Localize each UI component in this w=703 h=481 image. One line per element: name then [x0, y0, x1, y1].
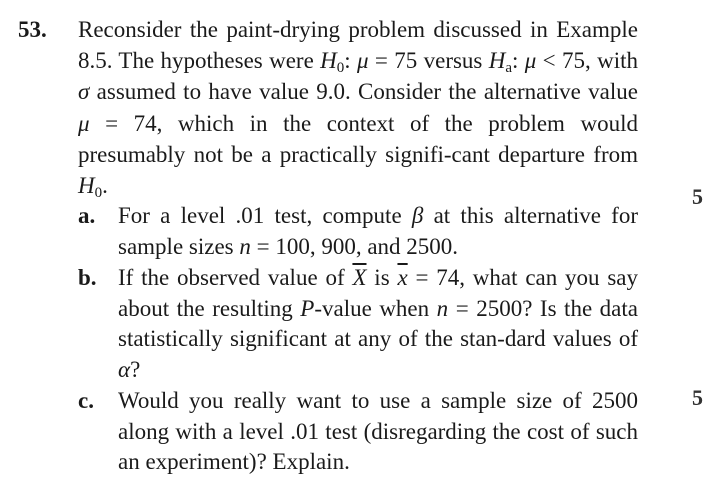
- part-b-text-6: ?: [130, 356, 141, 382]
- part-a-text: [118, 201, 638, 262]
- mu-symbol-1: μ: [357, 48, 369, 74]
- n-symbol-b: n: [436, 295, 449, 321]
- null-hypothesis-symbol: H: [320, 48, 337, 74]
- part-c: [78, 386, 638, 478]
- mu-symbol-2: μ: [524, 48, 537, 74]
- problem-intro: [78, 14, 638, 201]
- intro-text-3: = 75 versus: [368, 48, 489, 74]
- mu-symbol-3: μ: [78, 110, 90, 136]
- part-b-text-2: is: [366, 265, 398, 290]
- part-b-label: b.: [78, 265, 97, 290]
- part-b-text: [118, 263, 638, 385]
- part-b-text-1: If the observed value of: [118, 265, 353, 290]
- n-symbol-a: n: [239, 233, 251, 259]
- alt-hypothesis-symbol: H: [488, 48, 506, 74]
- part-a: [78, 201, 638, 262]
- intro-text-6: assumed to have value 9.0. Consider the alternative value: [89, 79, 638, 105]
- part-b-text-5: = 2500? Is the data statistically significant at any of the stan-dard values of: [118, 295, 638, 351]
- p-symbol: P: [300, 295, 315, 321]
- part-c-label: c.: [78, 388, 94, 413]
- xbar-random-symbol: $\overline{X}$: [352, 265, 367, 290]
- xbar-observed-symbol: $\overline{x}$: [397, 265, 408, 290]
- null-hypothesis-subscript: 0: [336, 60, 345, 77]
- problem-number: 53.: [18, 17, 47, 42]
- alt-hypothesis-subscript: a: [505, 60, 513, 77]
- part-a-text-1: For a level .01 test, compute: [118, 203, 412, 228]
- intro-text-2: :: [344, 48, 358, 74]
- intro-text-4: :: [512, 48, 525, 74]
- intro-text-8: .: [102, 173, 108, 199]
- part-b-text-3: = 74, what can you say about the resulting: [118, 265, 638, 321]
- part-b: [78, 263, 638, 385]
- intro-text-1: Reconsider the paint-drying problem discussed in Example 8.5. The hypotheses were: [78, 17, 638, 74]
- part-c-text: Would you really want to use a sample size of 2500 along with a level .01 test (disregarding the cost of such an experiment)? Explain.: [118, 388, 638, 474]
- edge-mark-2: 5: [692, 385, 703, 410]
- edge-mark-1: 5: [692, 184, 703, 209]
- part-a-text-3: = 100, 900, and 2500.: [250, 233, 459, 259]
- sigma-symbol: σ: [78, 79, 90, 105]
- alpha-symbol: α: [118, 356, 131, 382]
- part-b-text-4: -value when: [314, 295, 437, 321]
- beta-symbol: β: [411, 203, 424, 228]
- intro-text-5: < 75, with: [536, 48, 638, 74]
- null-hypothesis-symbol-2: H: [78, 173, 95, 199]
- part-a-text-2: at this alternative for sample sizes: [118, 203, 638, 259]
- intro-text-7: = 74, which in the context of the problem would presumably not be a practically signifi-cant departure from: [78, 110, 638, 167]
- part-a-label: a.: [78, 203, 96, 228]
- null-hypothesis-subscript-2: 0: [94, 185, 103, 202]
